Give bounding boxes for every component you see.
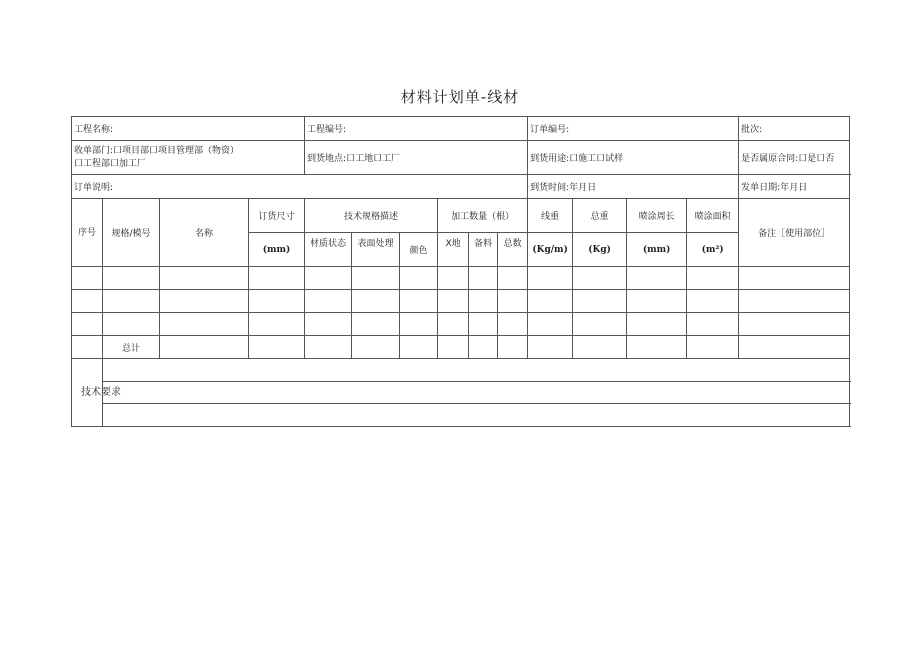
page-title: 材料计划单-线材 <box>400 88 520 106</box>
cell[interactable] <box>249 313 305 336</box>
receiving-dept-line1: 收单部门:口项目部口项目管理部（物资） <box>74 145 240 156</box>
cell[interactable] <box>687 336 739 359</box>
header-seq: 序号 <box>72 199 103 267</box>
cell[interactable] <box>400 336 438 359</box>
header-name: 名称 <box>160 199 249 267</box>
cell[interactable] <box>498 313 528 336</box>
cell[interactable] <box>528 313 573 336</box>
material-plan-form <box>71 116 850 427</box>
cell[interactable] <box>469 313 498 336</box>
cell[interactable] <box>469 336 498 359</box>
cell[interactable] <box>352 290 400 313</box>
cell[interactable] <box>72 336 103 359</box>
header-spare: 备料 <box>469 233 498 267</box>
order-note-field[interactable]: 订单说明: <box>72 175 528 199</box>
header-line-weight: 线重 <box>528 199 573 233</box>
cell[interactable] <box>305 313 352 336</box>
cell[interactable] <box>739 336 850 359</box>
receiving-dept-line2: 口工程部口加工厂 <box>74 158 147 169</box>
cell[interactable] <box>469 290 498 313</box>
cell[interactable] <box>72 313 103 336</box>
cell[interactable] <box>528 290 573 313</box>
cell[interactable] <box>103 313 160 336</box>
header-x-site: X地 <box>438 233 469 267</box>
header-spray-area-unit: (m²) <box>687 233 739 267</box>
header-material-state: 材质状态 <box>305 233 352 267</box>
cell[interactable] <box>305 336 352 359</box>
cell[interactable] <box>573 267 627 290</box>
tech-requirements-label <box>72 359 121 427</box>
cell[interactable] <box>573 336 627 359</box>
cell[interactable] <box>627 290 687 313</box>
order-no-field[interactable]: 订单编号: <box>528 117 739 141</box>
cell[interactable] <box>498 290 528 313</box>
batch-field[interactable]: 批次: <box>739 117 850 141</box>
cell[interactable] <box>627 267 687 290</box>
table-row <box>72 267 850 290</box>
tech-requirement-line-1[interactable] <box>103 359 850 382</box>
header-total-weight-unit: (Kg) <box>573 233 627 267</box>
header-spray-perimeter: 喷涂周长 <box>627 199 687 233</box>
cell[interactable] <box>573 290 627 313</box>
cell[interactable] <box>438 267 469 290</box>
cell[interactable] <box>103 267 160 290</box>
header-line-weight-unit: (Kg/m) <box>528 233 573 267</box>
header-color: 颜色 <box>400 233 438 267</box>
cell[interactable] <box>687 290 739 313</box>
cell[interactable] <box>249 267 305 290</box>
cell[interactable] <box>400 313 438 336</box>
header-total-weight: 总重 <box>573 199 627 233</box>
cell[interactable] <box>160 290 249 313</box>
cell[interactable] <box>352 267 400 290</box>
cell[interactable] <box>498 267 528 290</box>
cell[interactable] <box>352 336 400 359</box>
delivery-place-field[interactable]: 到货地点:口工地口工厂 <box>305 141 528 175</box>
tech-requirements-text: 技术要求 <box>81 386 121 398</box>
project-name-field[interactable]: 工程名称: <box>72 117 305 141</box>
original-contract-field[interactable]: 是否属原合同:口是口否 <box>739 141 850 175</box>
cell[interactable] <box>352 313 400 336</box>
tech-requirement-line-2[interactable] <box>103 382 850 404</box>
table-row <box>72 290 850 313</box>
cell[interactable] <box>160 267 249 290</box>
cell[interactable] <box>160 336 249 359</box>
delivery-use-field[interactable]: 到货用途:口施工口试样 <box>528 141 739 175</box>
project-no-field[interactable]: 工程编号: <box>305 117 528 141</box>
cell[interactable] <box>400 290 438 313</box>
cell[interactable] <box>160 313 249 336</box>
cell[interactable] <box>72 290 103 313</box>
cell[interactable] <box>249 336 305 359</box>
tech-requirement-line-3[interactable] <box>103 404 850 427</box>
cell[interactable] <box>573 313 627 336</box>
cell[interactable] <box>438 290 469 313</box>
total-row <box>72 336 850 359</box>
cell[interactable] <box>627 336 687 359</box>
cell[interactable] <box>438 313 469 336</box>
header-remark: 备注［使用部位］ <box>739 199 850 267</box>
cell[interactable] <box>687 313 739 336</box>
cell[interactable] <box>739 267 850 290</box>
table-row <box>72 313 850 336</box>
header-spray-area: 喷涂面积 <box>687 199 739 233</box>
cell[interactable] <box>103 290 160 313</box>
cell[interactable] <box>739 290 850 313</box>
cell[interactable] <box>528 336 573 359</box>
cell[interactable] <box>528 267 573 290</box>
cell[interactable] <box>400 267 438 290</box>
header-qty: 加工数量（根） <box>438 199 528 233</box>
cell[interactable] <box>305 267 352 290</box>
cell[interactable] <box>627 313 687 336</box>
cell[interactable] <box>72 267 103 290</box>
cell[interactable] <box>498 336 528 359</box>
header-order-size-unit: (mm) <box>249 233 305 267</box>
header-spec: 规格/模号 <box>103 199 160 267</box>
header-total-qty: 总数 <box>498 233 528 267</box>
cell[interactable] <box>305 290 352 313</box>
header-order-size: 订货尺寸 <box>249 199 305 233</box>
cell[interactable] <box>249 290 305 313</box>
cell[interactable] <box>739 313 850 336</box>
cell[interactable] <box>438 336 469 359</box>
header-spray-perimeter-unit: (mm) <box>627 233 687 267</box>
cell[interactable] <box>469 267 498 290</box>
delivery-time-field[interactable]: 到货时间:年月日 <box>528 175 739 199</box>
cell[interactable] <box>687 267 739 290</box>
header-tech-spec: 技术规格描述 <box>305 199 438 233</box>
receiving-dept-field[interactable] <box>72 141 305 175</box>
total-label: 总计 <box>103 336 160 359</box>
issue-date-field[interactable]: 发单日期:年月日 <box>739 175 850 199</box>
header-surface: 表面处理 <box>352 233 400 267</box>
